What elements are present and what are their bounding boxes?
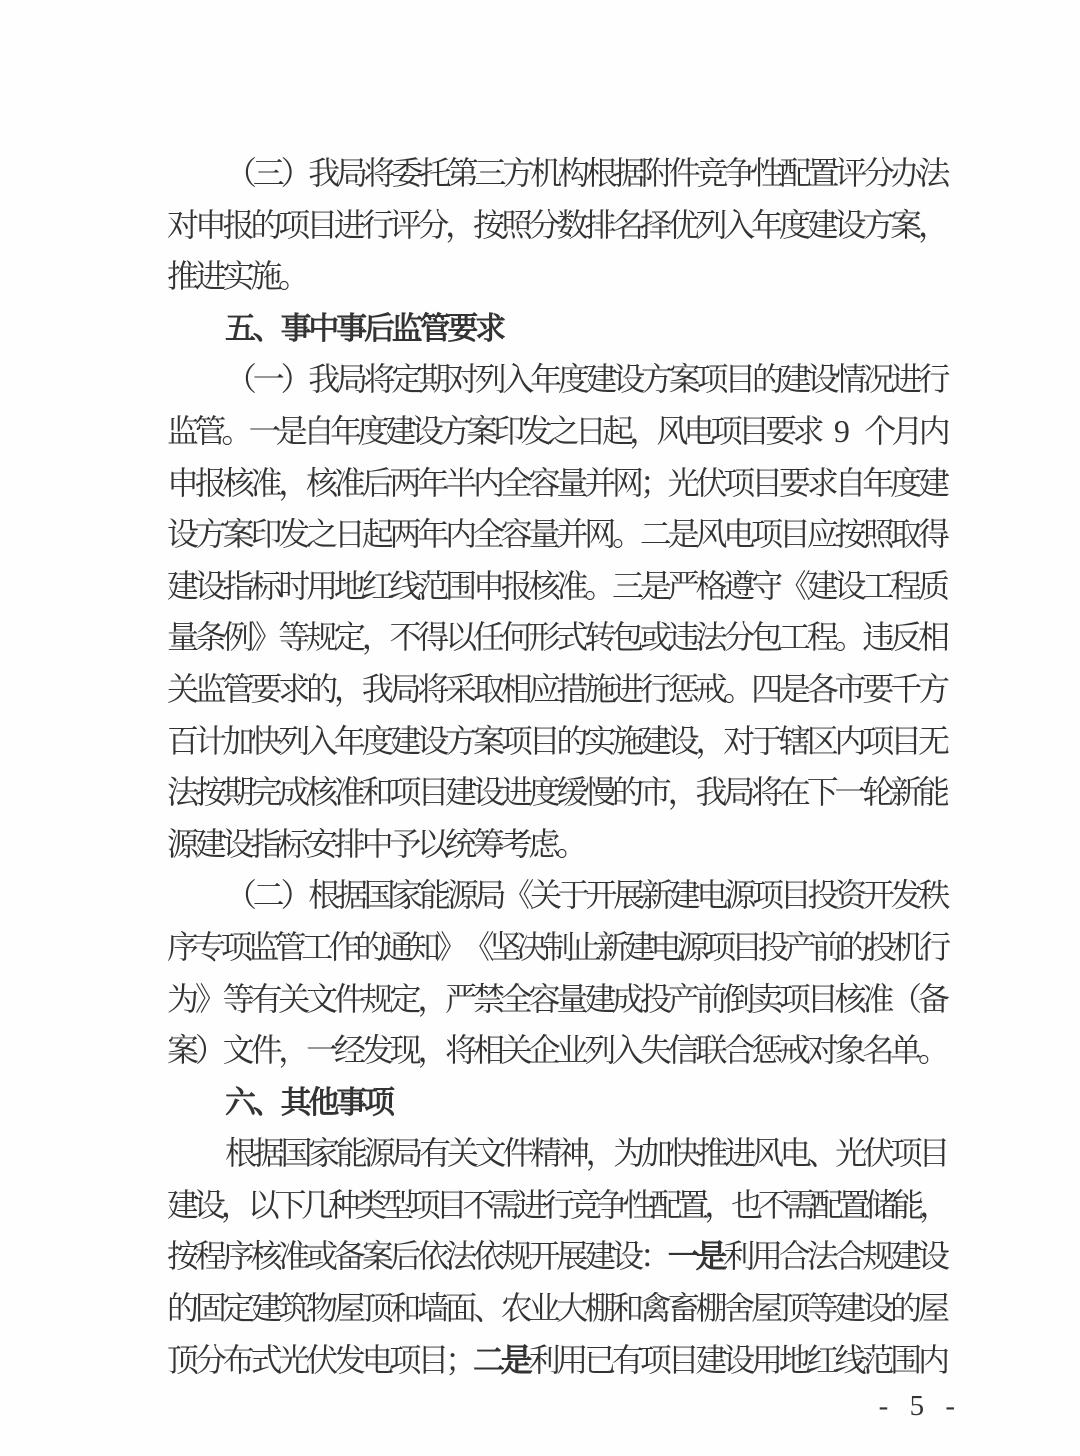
text-line: 根 据 国 家 能 源 局 有 关 文 件 精 神 ， 为 加 快 推 进 风 电 、 光 伏 项 目: [225, 1135, 951, 1172]
text-line: 对 申 报 的 项 目 进 行 评 分 ， 按 照 分 数 排 名 择 优 列 入 年 度 建 设 方 案 ，: [167, 206, 950, 243]
document-body: [167, 148, 952, 1386]
text-line: 关 监 管 要 求 的 ， 我 局 将 采 取 相 应 措 施 进 行 惩 戒 。 四 是 各 市 要 千 方: [167, 670, 950, 707]
text-line: （ 一 ） 我 局 将 定 期 对 列 入 年 度 建 设 方 案 项 目 的 建 设 情 况 进 行: [225, 361, 951, 398]
text-line: 建 设 指 标 时 用 地 红 线 范 围 申 报 核 准 。 三 是 严 格 遵 守 《 建 设 工 程 质: [167, 567, 950, 604]
text-line: 推 进 实 施 。: [167, 258, 311, 295]
text-line: （ 三 ） 我 局 将 委 托 第 三 方 机 构 根 据 附 件 竞 争 性 配 置 评 分 办 法: [225, 155, 951, 191]
text-line: 设 方 案 印 发 之 日 起 两 年 内 全 容 量 并 网 。 二 是 风 电 项 目 应 按 照 取 得: [167, 516, 950, 553]
text-line: 法 按 期 完 成 核 准 和 项 目 建 设 进 度 缓 慢 的 市 ， 我 局 将 在 下 一 轮 新 能: [167, 774, 950, 811]
text-line: 百 计 加 快 列 入 年 度 建 设 方 案 项 目 的 实 施 建 设 ， 对 于 辖 区 内 项 目 无: [167, 722, 950, 759]
text-line: 申 报 核 准 ， 核 准 后 两 年 半 内 全 容 量 并 网 ； 光 伏 项 目 要 求 自 年 度 建: [167, 464, 950, 501]
text-line: （ 二 ） 根 据 国 家 能 源 局 《 关 于 开 展 新 建 电 源 项 目 投 资 开 发 秩: [225, 877, 951, 914]
text-line: 顶 分 布 式 光 伏 发 电 项 目 ； 二 是 利 用 已 有 项 目 建 设 用 地 红 线 范 围 内: [167, 1341, 950, 1378]
text-line: 序 专 项 监 管 工 作 的 通 知 》 《 坚 决 制 止 新 建 电 源 项 目 投 产 前 的 投 机 行: [167, 928, 952, 965]
text-line: 为 》 等 有 关 文 件 规 定 ， 严 禁 全 容 量 建 成 投 产 前 倒 卖 项 目 核 准 （ 备: [167, 980, 950, 1017]
text-line: 监 管 。 一 是 自 年 度 建 设 方 案 印 发 之 日 起 ， 风 电 项 目 要 求 9 个 月 内: [167, 412, 951, 449]
text-line: 源 建 设 指 标 安 排 中 予 以 统 筹 考 虑 。: [167, 825, 589, 862]
text-line: 按 程 序 核 准 或 备 案 后 依 法 依 规 开 展 建 设 ： 一 是 利 用 合 法 合 规 建 设: [167, 1238, 950, 1275]
text-line: 案 ） 文 件 ， 一 经 发 现 ， 将 相 关 企 业 列 入 失 信 联 合 惩 戒 对 象 名 单 。: [167, 1032, 950, 1069]
text-line: 量 条 例 》 等 规 定 ， 不 得 以 任 何 形 式 转 包 或 违 法 分 包 工 程 。 违 反 相: [167, 619, 950, 656]
text-line: 建 设 ， 以 下 几 种 类 型 项 目 不 需 进 行 竞 争 性 配 置 ， 也 不 需 配 置 储 能 ，: [167, 1186, 952, 1223]
section-heading: 五 、 事 中 事 后 监 管 要 求: [225, 310, 507, 346]
text-line: 的 固 定 建 筑 物 屋 顶 和 墙 面 、 农 业 大 棚 和 禽 畜 棚 舍 屋 顶 等 建 设 的 屋: [167, 1290, 950, 1327]
section-heading: 六 、 其 他 事 项: [225, 1084, 395, 1120]
page-number: - 5 -: [878, 1390, 962, 1422]
